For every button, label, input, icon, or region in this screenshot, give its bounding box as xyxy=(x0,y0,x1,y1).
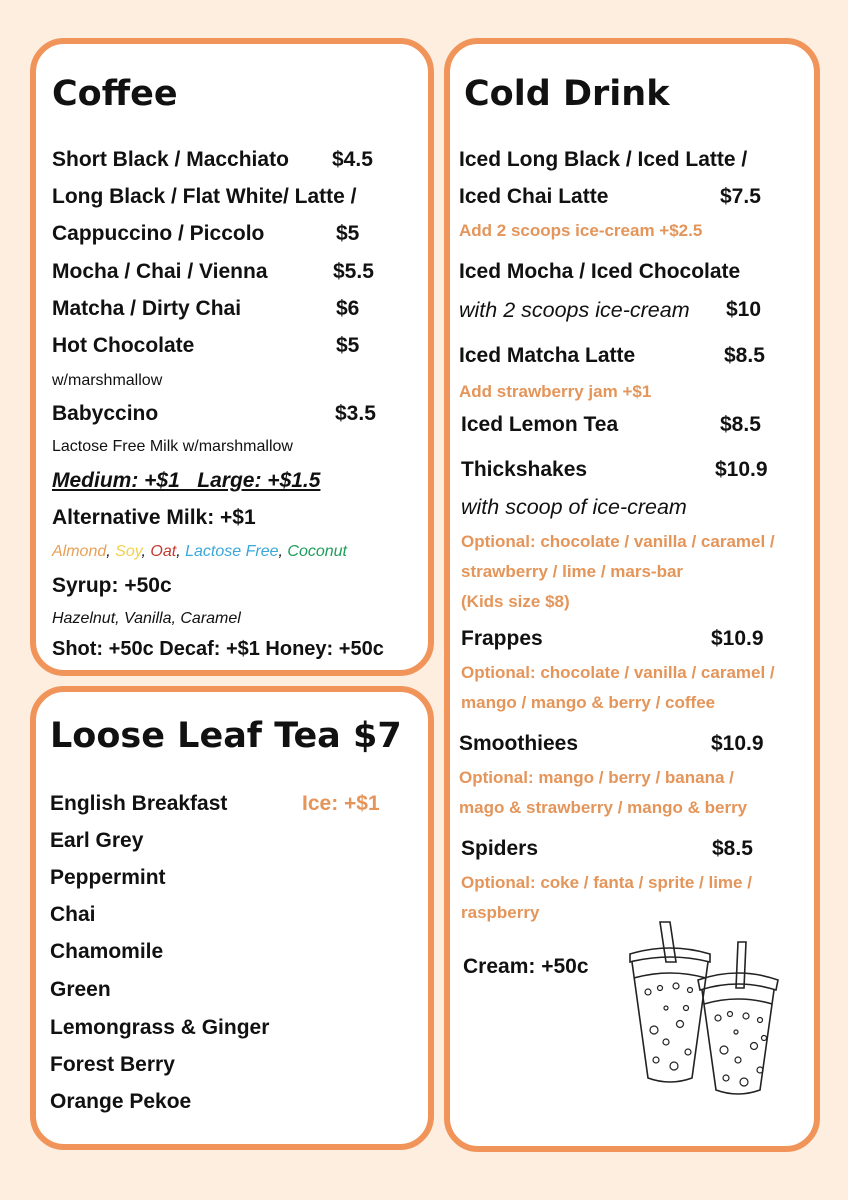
menu-item-price: $5 xyxy=(336,222,360,245)
size-upcharge: Medium: +$1 Large: +$1.5 xyxy=(52,469,321,492)
menu-item-name: Iced Long Black / Iced Latte / xyxy=(459,148,748,171)
menu-item-name: Mocha / Chai / Vienna xyxy=(52,260,268,283)
menu-item-name: Iced Lemon Tea xyxy=(461,413,619,436)
milk-soy: Soy xyxy=(115,543,142,560)
item-note: w/marshmallow xyxy=(52,372,163,389)
item-note: with 2 scoops ice-cream xyxy=(459,298,690,322)
tea-item: Orange Pekoe xyxy=(50,1090,192,1113)
menu-item-price: $5 xyxy=(336,334,360,357)
menu-item-name: Hot Chocolate xyxy=(52,334,195,357)
item-options: mago & strawberry / mango & berry xyxy=(459,798,748,817)
tea-item: Peppermint xyxy=(50,866,166,889)
menu-item-price: $7.5 xyxy=(720,185,761,208)
cold-title: Cold Drink xyxy=(464,74,670,114)
menu-item-price: $10.9 xyxy=(711,732,764,755)
menu-item-name: Iced Matcha Latte xyxy=(459,344,636,367)
extras-line: Shot: +50c Decaf: +$1 Honey: +50c xyxy=(52,638,384,660)
tea-item: Green xyxy=(50,978,111,1001)
bubble-tea-cups-icon xyxy=(626,920,786,1100)
item-note: Lactose Free Milk w/marshmallow xyxy=(52,438,293,455)
menu-item-name: Frappes xyxy=(461,627,543,650)
menu-item-price: $8.5 xyxy=(720,413,761,436)
menu-item-price: $8.5 xyxy=(724,344,765,367)
menu-item-name: Cappuccino / Piccolo xyxy=(52,222,265,245)
menu-item-price: $10.9 xyxy=(715,458,768,481)
item-options: Optional: chocolate / vanilla / caramel / xyxy=(461,663,775,682)
syrup-options: Hazelnut, Vanilla, Caramel xyxy=(52,610,241,627)
tea-item: Chai xyxy=(50,903,96,926)
menu-item-name: Babyccino xyxy=(52,402,159,425)
milk-coconut: Coconut xyxy=(287,543,347,560)
tea-title: Loose Leaf Tea $7 xyxy=(50,716,402,756)
tea-item: Chamomile xyxy=(50,940,164,963)
item-options: Optional: chocolate / vanilla / caramel / xyxy=(461,532,775,551)
menu-item-price: $8.5 xyxy=(712,837,753,860)
tea-item: Forest Berry xyxy=(50,1053,175,1076)
alt-milk-heading: Alternative Milk: +$1 xyxy=(52,506,256,529)
item-options: mango / mango & berry / coffee xyxy=(461,693,716,712)
milk-options: Almond, Soy, Oat, Lactose Free, Coconut xyxy=(52,543,347,560)
item-note: Add 2 scoops ice-cream +$2.5 xyxy=(459,221,703,240)
menu-item-price: $3.5 xyxy=(335,402,376,425)
tea-item: Lemongrass & Ginger xyxy=(50,1016,270,1039)
menu-item-name: Matcha / Dirty Chai xyxy=(52,297,242,320)
cold-drink-panel xyxy=(444,38,820,1152)
item-note: Add strawberry jam +$1 xyxy=(459,382,652,401)
menu-item-name: Long Black / Flat White/ Latte / xyxy=(52,185,357,208)
item-options: strawberry / lime / mars-bar xyxy=(461,562,684,581)
menu-item-name: Iced Chai Latte xyxy=(459,185,609,208)
menu-item-name: Iced Mocha / Iced Chocolate xyxy=(459,260,741,283)
item-options: Optional: mango / berry / banana / xyxy=(459,768,734,787)
menu-item-name: Thickshakes xyxy=(461,458,588,481)
tea-item: Earl Grey xyxy=(50,829,144,852)
coffee-title: Coffee xyxy=(52,74,178,114)
cream-upcharge: Cream: +50c xyxy=(463,955,589,978)
menu-item-price: $6 xyxy=(336,297,360,320)
tea-panel xyxy=(30,686,434,1150)
syrup-heading: Syrup: +50c xyxy=(52,574,172,597)
menu-item-price: $5.5 xyxy=(333,260,374,283)
menu-item-name: Short Black / Macchiato xyxy=(52,148,289,171)
menu-item-name: Smoothiees xyxy=(459,732,579,755)
menu-item-price: $10.9 xyxy=(711,627,764,650)
menu-item-name: Spiders xyxy=(461,837,539,860)
ice-upcharge: Ice: +$1 xyxy=(302,792,380,815)
coffee-panel xyxy=(30,38,434,676)
tea-item: English Breakfast xyxy=(50,792,228,815)
item-note: with scoop of ice-cream xyxy=(461,495,687,519)
milk-almond: Almond xyxy=(52,543,107,560)
item-options: (Kids size $8) xyxy=(461,592,570,611)
item-options: Optional: coke / fanta / sprite / lime / xyxy=(461,873,752,892)
menu-item-price: $10 xyxy=(726,298,762,321)
milk-lactose-free: Lactose Free xyxy=(185,543,279,560)
item-options: raspberry xyxy=(461,903,540,922)
menu-item-price: $4.5 xyxy=(332,148,373,171)
milk-oat: Oat xyxy=(150,543,177,560)
